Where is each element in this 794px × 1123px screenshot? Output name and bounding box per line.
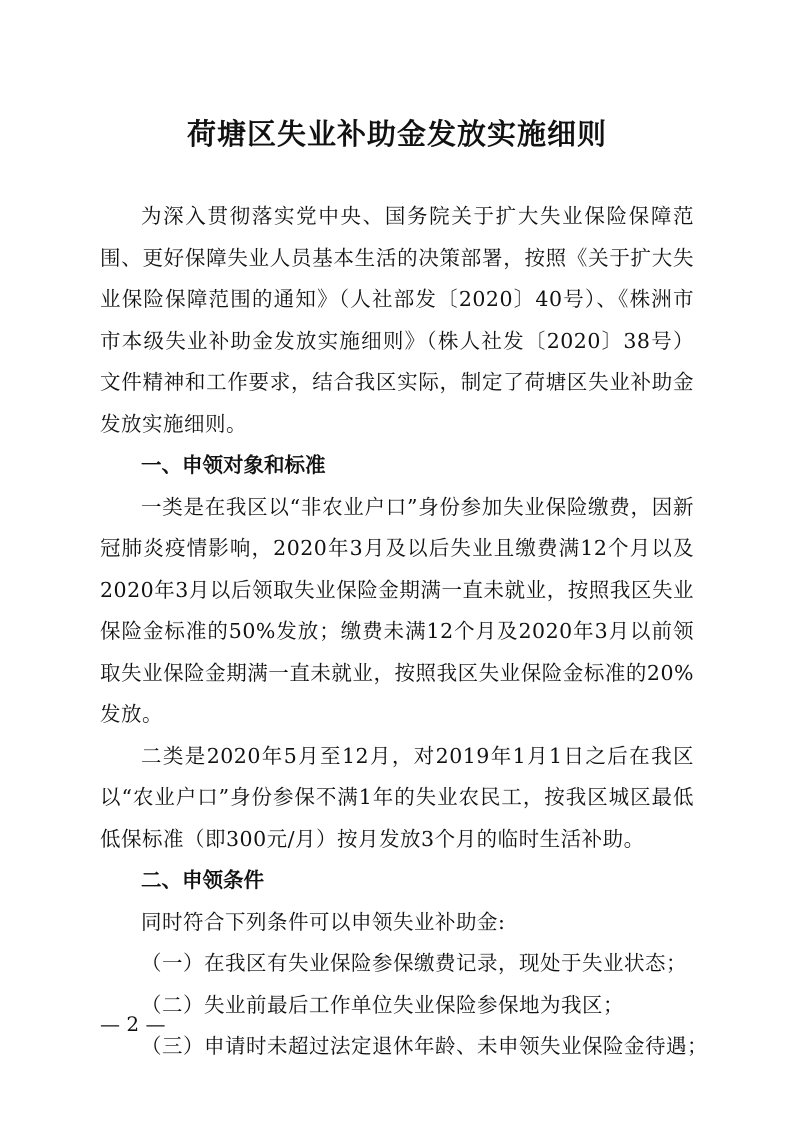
section-1-paragraph-1: 一类是在我区以“非农业户口”身份参加失业保险缴费，因新冠肺炎疫情影响，2020年3月及以后失业且缴费满12个月以及2020年3月以后领取失业保险金期满一直未就业，按照我区失业保险金标准的50%发放；缴费未满12个月及2020年3月以前领取失业保险金期满一直未就业，按照我区失业保险金标准的20%发放。 — [100, 494, 694, 726]
intro-paragraph: 为深入贯彻落实党中央、国务院关于扩大失业保险保障范围、更好保障失业人员基本生活的决策部署，按照《关于扩大失业保险保障范围的通知》（人社部发〔2020〕40号）、《株洲市市本级失业补助金发放实施细则》（株人社发〔2020〕38号）文件精神和工作要求，结合我区实际，制定了荷塘区失业补助金发放实施细则。 — [100, 204, 694, 436]
document-title: 荷塘区失业补助金发放实施细则 — [186, 117, 607, 151]
section-1-heading: 一、申领对象和标准 — [141, 453, 326, 477]
section-2-heading: 二、申领条件 — [141, 868, 264, 892]
page-number: — 2 — — [100, 1012, 166, 1036]
section-1-paragraph-2: 二类是2020年5月至12月，对2019年1月1日之后在我区以“农业户口”身份参保不满1年的失业农民工，按我区城区最低低保标准（即300元/月）按月发放3个月的临时生活补助。 — [100, 743, 694, 851]
condition-item: （三）申请时未超过法定退休年龄、未申领失业保险金待遇； — [141, 1034, 708, 1058]
condition-item: （一）在我区有失业保险参保缴费记录，现处于失业状态； — [141, 951, 687, 975]
condition-item: （二）失业前最后工作单位失业保险参保地为我区； — [141, 992, 624, 1017]
document-body — [100, 196, 708, 1068]
section-2-lead: 同时符合下列条件可以申领失业补助金: — [141, 909, 506, 934]
